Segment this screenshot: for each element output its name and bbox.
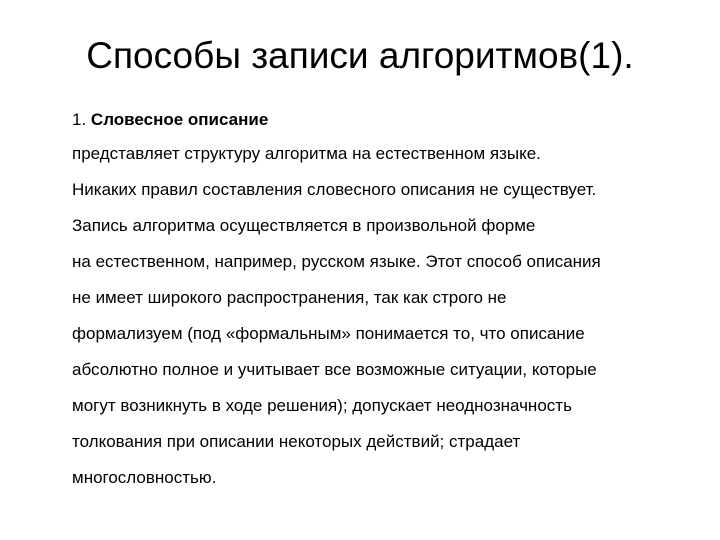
body-line: Запись алгоритма осуществляется в произвольной форме bbox=[72, 216, 536, 235]
body-line: Никаких правил составления словесного описания не существует. bbox=[72, 180, 597, 199]
body-line: многословностью. bbox=[72, 468, 217, 487]
body-line: абсолютно полное и учитывает все возможные ситуации, которые bbox=[72, 360, 597, 379]
heading-number: 1. bbox=[72, 110, 87, 129]
body-line: представляет структуру алгоритма на естественном языке. bbox=[72, 144, 541, 163]
slide-title: Способы записи алгоритмов(1). bbox=[86, 35, 634, 76]
body-line: на естественном, например, русском языке. Этот способ описания bbox=[72, 252, 601, 271]
section-heading bbox=[72, 109, 268, 131]
body-line: могут возникнуть в ходе решения); допускает неоднозначность bbox=[72, 396, 572, 415]
body-line: формализуем (под «формальным» понимается то, что описание bbox=[72, 324, 585, 343]
body-line: толкования при описании некоторых действий; страдает bbox=[72, 432, 521, 451]
heading-text: Словесное описание bbox=[90, 110, 269, 129]
body-line: не имеет широкого распространения, так как строго не bbox=[72, 288, 507, 307]
body-text bbox=[72, 143, 712, 503]
